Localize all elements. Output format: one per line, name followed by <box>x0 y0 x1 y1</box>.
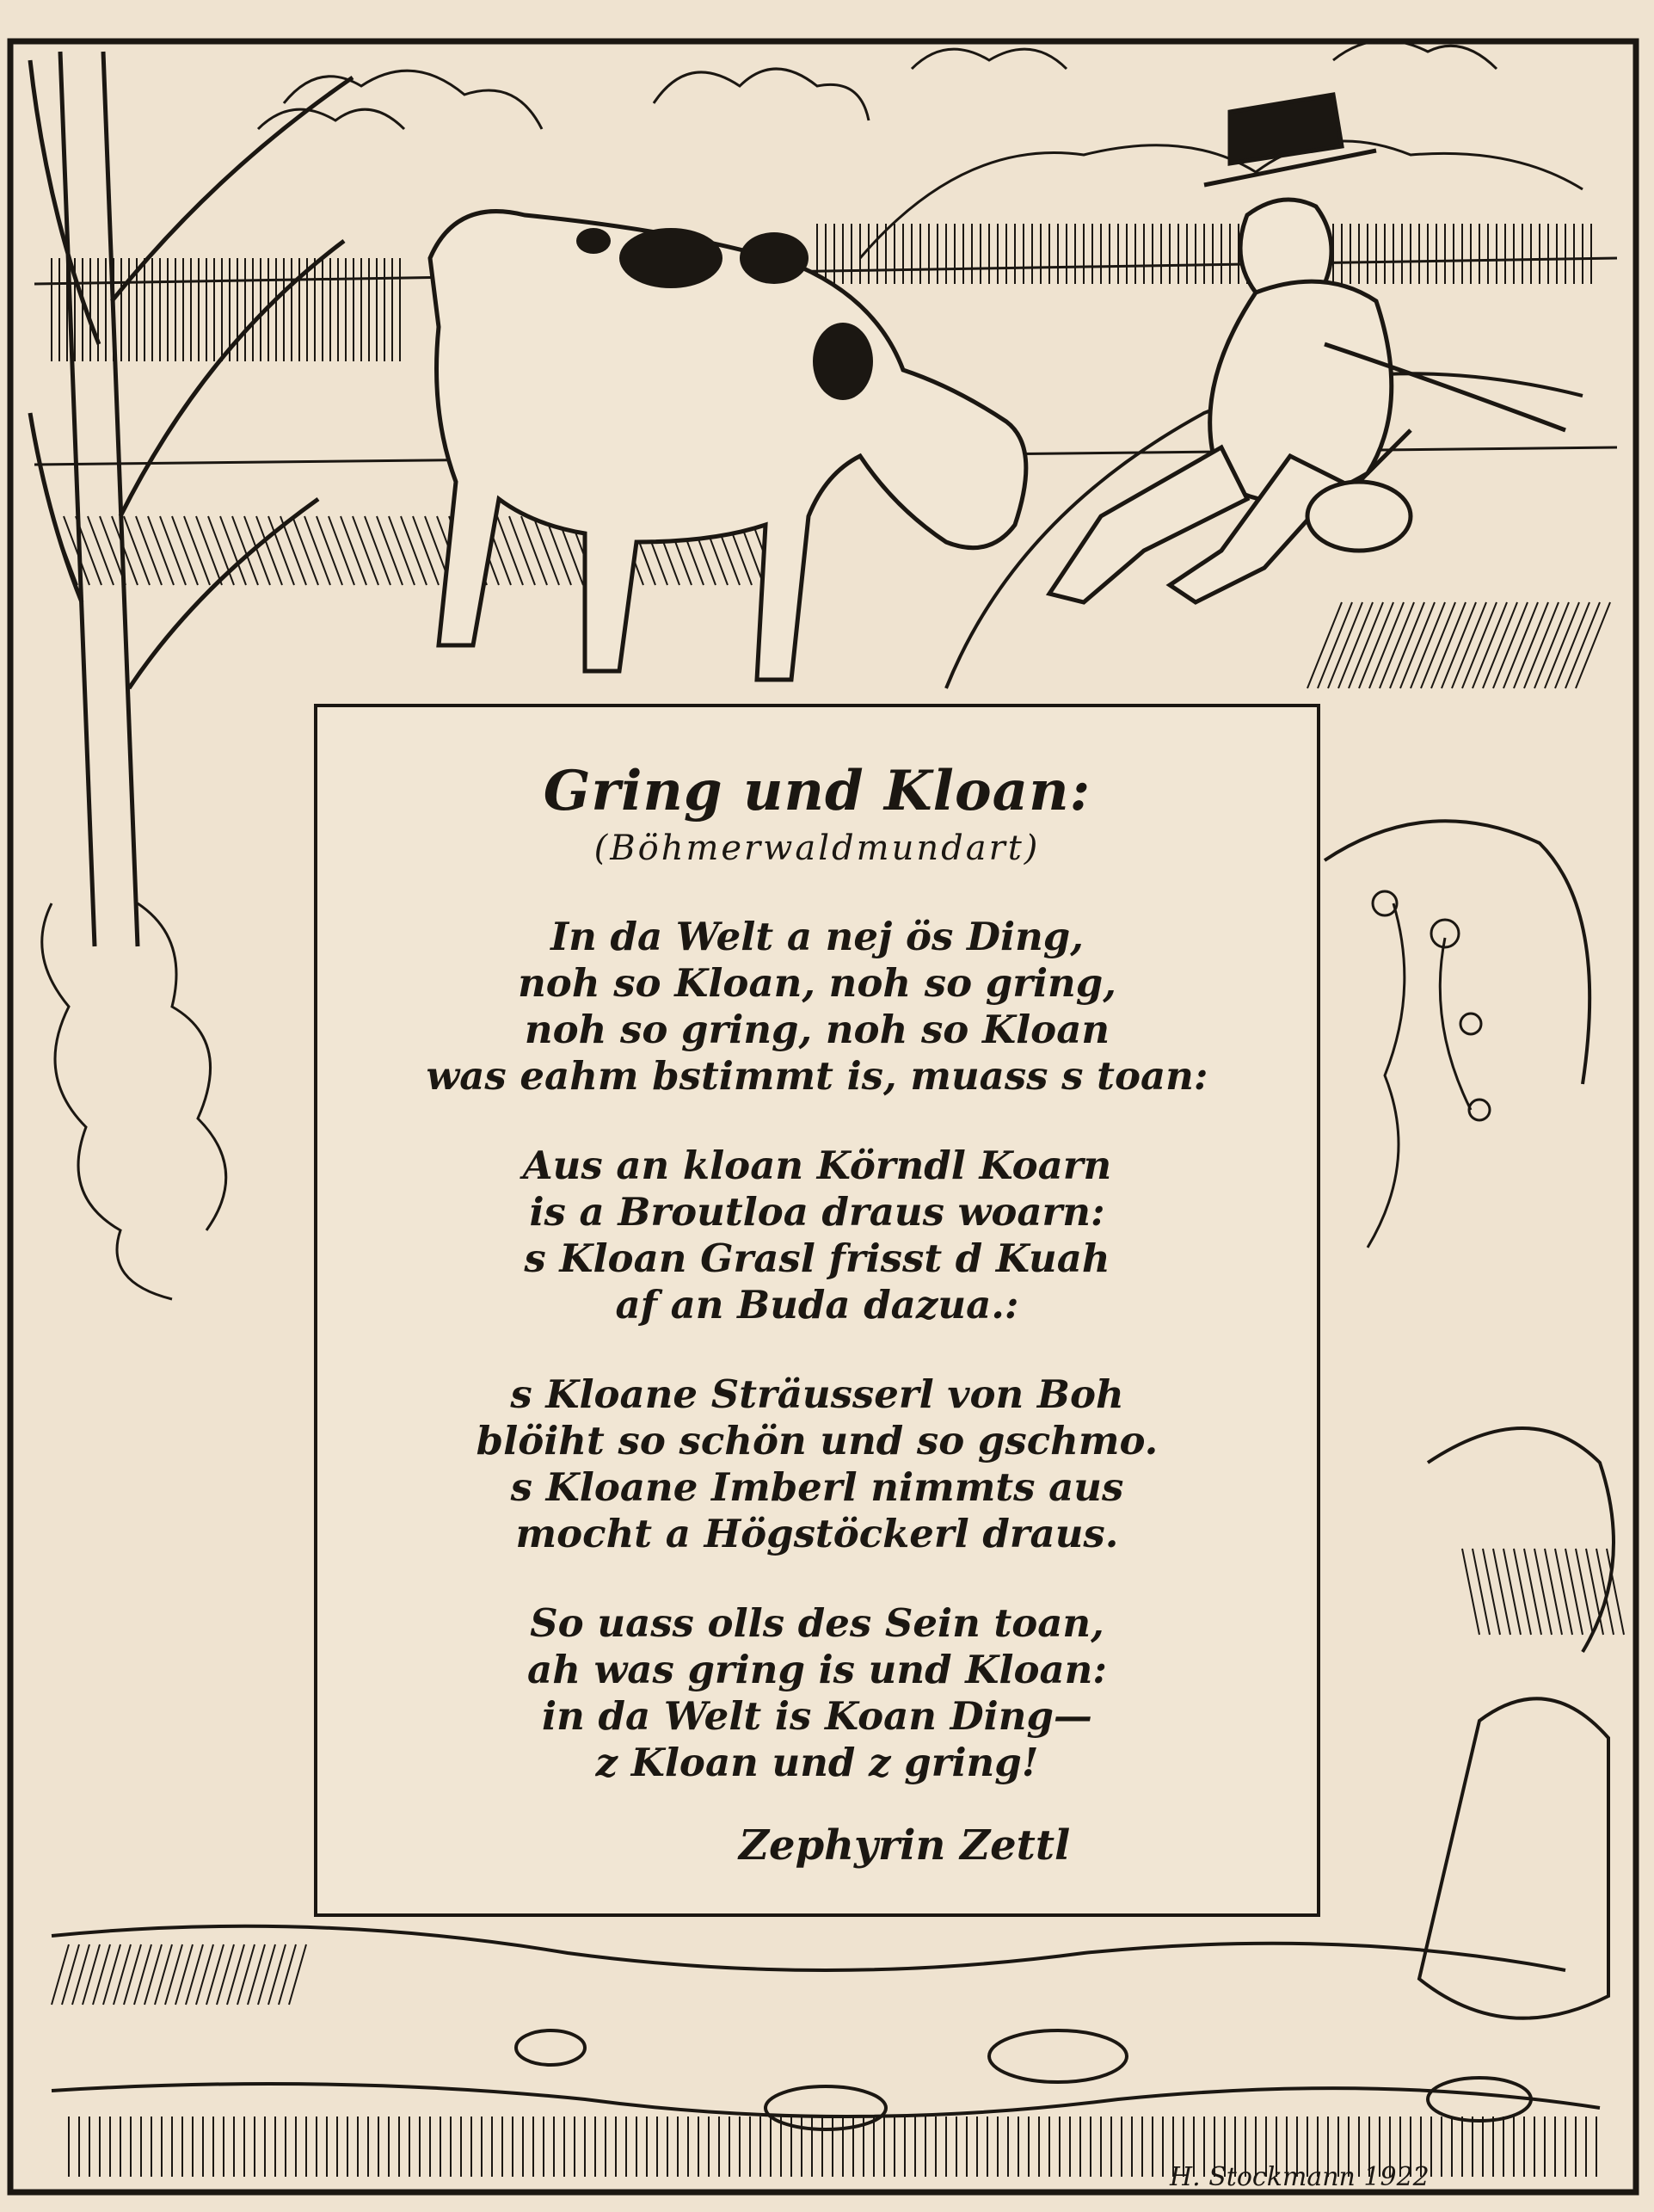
hatch-stroke <box>1338 602 1373 688</box>
hatch-stroke <box>279 1944 296 2005</box>
stream <box>52 1926 1600 2129</box>
hatch-stroke <box>175 1944 193 2005</box>
hatch-stroke <box>341 516 366 585</box>
hatch-stroke <box>497 516 523 585</box>
poem-line: ah was gring is und Kloan: <box>527 1647 1107 1692</box>
hatch-stroke <box>509 516 535 585</box>
hatch-stroke <box>1514 1549 1531 1635</box>
hatch-stroke <box>1411 602 1445 688</box>
stanza-3 <box>317 1371 1317 1557</box>
hatch-stroke <box>1390 602 1424 688</box>
hatch-stroke <box>186 1944 203 2005</box>
hatch-stroke <box>1493 1549 1510 1635</box>
poem-line: So uass olls des Sein toan, <box>530 1600 1104 1646</box>
hatch-stroke <box>1545 602 1579 688</box>
hatch-stroke <box>165 1944 182 2005</box>
hatch-stroke <box>172 516 198 585</box>
poem-line: noh so gring, noh so Kloan <box>524 1007 1110 1052</box>
hatch-stroke <box>413 516 439 585</box>
poem-line: Aus an kloan Körndl Koarn <box>522 1143 1112 1188</box>
hatch-stroke <box>1359 602 1393 688</box>
hatch-stroke <box>114 1944 131 2005</box>
hatch-stroke <box>208 516 234 585</box>
poem-line: mocht a Högstöckerl draus. <box>515 1511 1119 1556</box>
stanza-2 <box>317 1143 1317 1328</box>
hatch-stroke <box>1328 602 1362 688</box>
hatch-stroke <box>1524 1549 1541 1635</box>
hatch-stroke <box>1307 602 1342 688</box>
poem-heading <box>317 759 1317 868</box>
hatch-stroke <box>329 516 354 585</box>
poem-line: s Kloan Grasl frisst d Kuah <box>524 1235 1110 1281</box>
hatch-stroke <box>1400 602 1435 688</box>
hatch-stroke <box>268 1944 286 2005</box>
hatch-stroke <box>521 516 547 585</box>
hatch-stroke <box>1473 1549 1490 1635</box>
hatch-stroke <box>237 1944 255 2005</box>
poem-line: In da Welt a nej ös Ding, <box>550 914 1084 959</box>
hatch-stroke <box>292 516 318 585</box>
hatch-stroke <box>1503 602 1538 688</box>
stanza-4 <box>317 1600 1317 1786</box>
hatch-stroke <box>148 516 174 585</box>
cow <box>430 212 1026 680</box>
hatch-stroke <box>1462 602 1497 688</box>
hatch-stroke <box>1369 602 1404 688</box>
hatch-stroke <box>1483 1549 1500 1635</box>
hatch-stroke <box>389 516 415 585</box>
hatch-stroke <box>289 1944 306 2005</box>
hatch-stroke <box>136 516 162 585</box>
hatch-stroke <box>1473 602 1507 688</box>
wildflowers <box>1368 891 1490 1248</box>
rocks-right <box>1325 821 1614 2018</box>
poem-panel <box>314 704 1320 1917</box>
hatch-stroke <box>217 1944 234 2005</box>
rock-hatching <box>1307 602 1624 1635</box>
hatch-stroke <box>52 1944 69 2005</box>
hatch-stroke <box>317 516 342 585</box>
hatch-stroke <box>103 1944 120 2005</box>
hatch-stroke <box>1483 602 1517 688</box>
hatch-stroke <box>1349 602 1383 688</box>
hatch-stroke <box>62 1944 79 2005</box>
hatch-stroke <box>72 1944 89 2005</box>
artist-signature: H. Stockmann 1922 <box>1170 2162 1430 2192</box>
hatch-stroke <box>1421 602 1455 688</box>
poem-line: blöiht so schön und so gschmo. <box>476 1418 1159 1463</box>
poem-line: is a Broutloa draus woarn: <box>529 1189 1105 1235</box>
hatch-stroke <box>258 1944 275 2005</box>
poem-author: Zephyrin Zettl <box>739 1821 1071 1870</box>
hatch-stroke <box>144 1944 162 2005</box>
hatch-stroke <box>196 516 222 585</box>
hatch-stroke <box>248 1944 265 2005</box>
hatch-stroke <box>88 516 114 585</box>
hatch-stroke <box>1431 602 1466 688</box>
hatch-stroke <box>1380 602 1414 688</box>
hatch-stroke <box>155 1944 172 2005</box>
poem-line: noh so Kloan, noh so gring, <box>518 960 1116 1006</box>
hatch-stroke <box>1545 1549 1562 1635</box>
hatch-stroke <box>377 516 403 585</box>
hatch-stroke <box>1442 602 1476 688</box>
poem-line: in da Welt is Koan Ding— <box>542 1693 1092 1739</box>
hatch-stroke <box>1555 602 1589 688</box>
hatch-stroke <box>184 516 210 585</box>
poem-line: was eahm bstimmt is, muass s toan: <box>426 1053 1208 1099</box>
hatch-stroke <box>93 1944 110 2005</box>
hatch-stroke <box>244 516 270 585</box>
hatch-stroke <box>160 516 186 585</box>
hatch-stroke <box>1565 602 1600 688</box>
stream-hatching <box>52 1944 1596 2177</box>
hatch-stroke <box>1462 1549 1479 1635</box>
poem-line: af an Buda dazua.: <box>615 1282 1019 1328</box>
hatch-stroke <box>83 1944 100 2005</box>
stanza-1 <box>317 914 1317 1100</box>
hatch-stroke <box>365 516 390 585</box>
birch-tree <box>30 52 353 946</box>
poem-line: s Kloane Imberl nimmts aus <box>510 1464 1124 1510</box>
hatch-stroke <box>1524 602 1559 688</box>
hatch-stroke <box>1503 1549 1521 1635</box>
hatch-stroke <box>124 1944 141 2005</box>
hatch-stroke <box>196 1944 213 2005</box>
hatch-stroke <box>304 516 330 585</box>
hatch-stroke <box>1565 1549 1583 1635</box>
hatch-stroke <box>1318 602 1352 688</box>
hatch-stroke <box>353 516 378 585</box>
poem-line: s Kloane Sträusserl von Boh <box>510 1371 1124 1417</box>
hatch-stroke <box>1555 1549 1572 1635</box>
hatch-stroke <box>1493 602 1528 688</box>
poem-subtitle: (Böhmerwaldmundart) <box>593 829 1041 868</box>
hatch-stroke <box>134 1944 151 2005</box>
hatch-stroke <box>1586 1549 1603 1635</box>
hatch-stroke <box>1576 1549 1593 1635</box>
hatch-stroke <box>1514 602 1548 688</box>
poem-line: z Kloan und z gring! <box>595 1740 1039 1785</box>
hatch-stroke <box>206 1944 224 2005</box>
hatch-stroke <box>124 516 150 585</box>
hatch-stroke <box>1576 602 1610 688</box>
hatch-stroke <box>1452 602 1486 688</box>
poem-title: Gring und Kloan: <box>543 759 1091 823</box>
hatch-stroke <box>1534 1549 1552 1635</box>
hatch-stroke <box>401 516 427 585</box>
hatch-stroke <box>227 1944 244 2005</box>
hatch-stroke <box>1534 602 1569 688</box>
